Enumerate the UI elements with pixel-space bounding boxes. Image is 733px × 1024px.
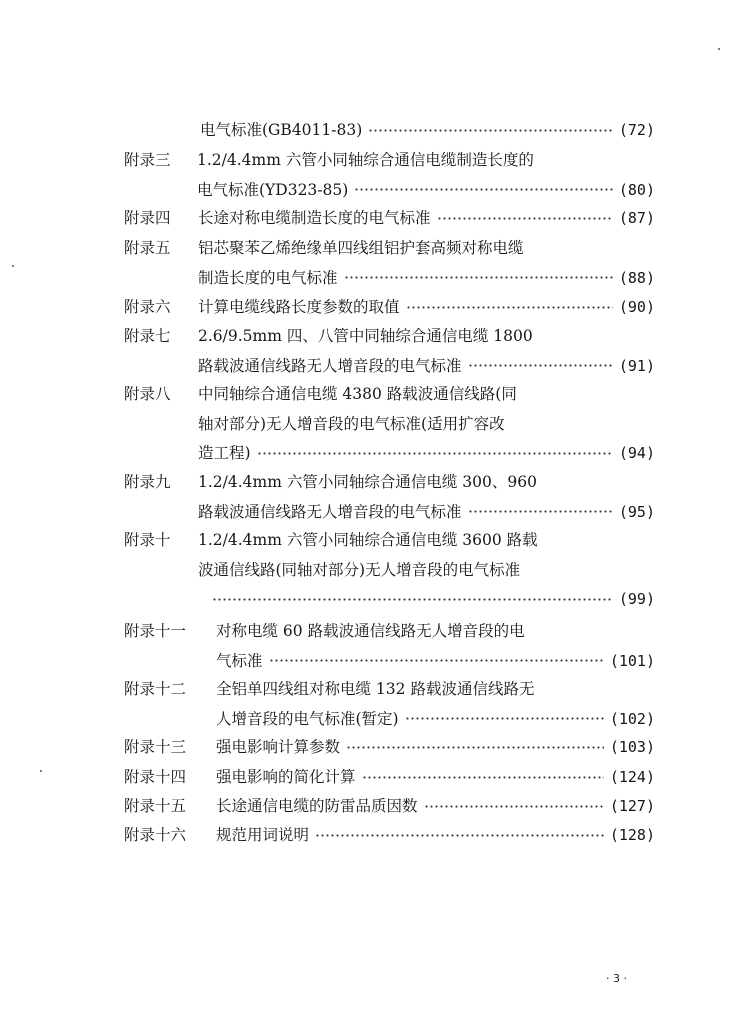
- toc-entry-title: 制造长度的电气标准: [198, 268, 338, 287]
- toc-entry-line: [198, 472, 537, 492]
- toc-entry-line: [200, 120, 655, 140]
- toc-entry-title: 波通信线路(同轴对部分)无人增音段的电气标准: [198, 560, 521, 579]
- scan-speck: [718, 48, 720, 50]
- toc-entry-title: 气标准: [216, 651, 263, 670]
- toc-entry-title: 强电影响的简化计算: [216, 768, 356, 786]
- toc-entry-page: (80): [618, 180, 655, 199]
- toc-entry-line: [216, 621, 525, 641]
- toc-entry-label: 附录十一: [124, 622, 187, 640]
- toc-entry-title: 对称电缆 60 路载波通信线路无人增音段的电: [216, 622, 525, 640]
- toc-entry-page: (124): [609, 768, 655, 786]
- toc-entry-label: 附录五: [124, 239, 171, 257]
- dot-leader: [468, 364, 613, 367]
- dot-leader: [212, 598, 613, 601]
- toc-entry-page: (103): [609, 738, 655, 756]
- toc-entry-line: [198, 443, 655, 463]
- page-number: · 3 ·: [606, 972, 627, 985]
- toc-entry-line: [198, 502, 655, 522]
- toc-entry-label: 附录九: [124, 473, 171, 491]
- scan-speck: [40, 770, 42, 772]
- toc-entry-title: 铝芯聚苯乙烯绝缘单四线组铝护套高频对称电缆: [198, 239, 524, 257]
- dot-leader: [468, 510, 613, 513]
- toc-entry-page: (90): [618, 298, 655, 316]
- toc-entry-label: 附录十三: [124, 738, 187, 756]
- toc-entry-label: 附录三: [124, 151, 171, 169]
- toc-entry-title: 1.2/4.4mm 六管小同轴综合通信电缆 3600 路载: [198, 531, 538, 549]
- toc-entry-line: [216, 679, 534, 699]
- dot-leader: [257, 452, 613, 455]
- toc-entry-title: 规范用词说明: [216, 826, 310, 844]
- toc-entry-title: 路载波通信线路无人增音段的电气标准: [198, 356, 462, 375]
- toc-entry-line: [198, 560, 520, 580]
- toc-entry-page: (72): [618, 121, 655, 139]
- dot-leader: [368, 129, 613, 132]
- toc-entry-line: [216, 651, 655, 671]
- toc-entry-line: [198, 414, 505, 434]
- toc-entry-page: (95): [618, 502, 655, 521]
- toc-entry-title: 1.2/4.4mm 六管小同轴综合通信电缆制造长度的: [197, 151, 534, 169]
- toc-entry-title: 全铝单四线组对称电缆 132 路载波通信线路无: [216, 680, 535, 698]
- toc-entry-label: 附录四: [124, 209, 171, 227]
- toc-entry-title: 长途对称电缆制造长度的电气标准: [198, 209, 431, 227]
- dot-leader: [424, 805, 604, 808]
- toc-entry-page: (87): [618, 209, 655, 227]
- toc-entry-title: 计算电缆线路长度参数的取值: [198, 298, 400, 316]
- scan-speck: [12, 265, 14, 267]
- toc-entry-page: (91): [618, 356, 655, 375]
- toc-entry-line: [197, 150, 534, 170]
- toc-entry-title: 长途通信电缆的防雷品质因数: [216, 797, 418, 815]
- toc-entry-title: 强电影响计算参数: [216, 738, 341, 756]
- dot-leader: [346, 746, 604, 749]
- dot-leader: [437, 217, 613, 220]
- toc-entry-title: 造工程): [198, 444, 251, 462]
- dot-leader: [406, 306, 613, 309]
- toc-entry-title: 1.2/4.4mm 六管小同轴综合通信电缆 300、960: [198, 473, 537, 491]
- toc-entry-line: [198, 208, 655, 228]
- toc-entry-page: (88): [618, 268, 655, 287]
- dot-leader: [362, 776, 604, 779]
- toc-entry-label: 附录八: [124, 385, 171, 403]
- toc-entry-title: 电气标准(YD323-85): [197, 180, 349, 199]
- toc-entry-line: [198, 530, 538, 550]
- toc-entry-label: 附录六: [124, 298, 171, 316]
- dot-leader: [315, 834, 604, 837]
- toc-entry-page: (101): [609, 651, 655, 670]
- toc-entry-line: [198, 268, 655, 288]
- toc-entry-line: [216, 825, 655, 845]
- toc-entry-label: 附录七: [124, 327, 171, 345]
- toc-entry-line: [198, 356, 655, 376]
- toc-entry-line: [197, 180, 655, 200]
- toc-entry-line: [206, 589, 655, 609]
- toc-entry-page: (99): [618, 590, 655, 608]
- toc-entry-label: 附录十二: [124, 680, 187, 698]
- dot-leader: [344, 276, 613, 279]
- toc-entry-title: 轴对部分)无人增音段的电气标准(适用扩容改: [198, 414, 505, 433]
- toc-entry-line: [198, 238, 524, 258]
- toc-entry-label: 附录十五: [124, 797, 187, 815]
- toc-entry-page: (94): [618, 444, 655, 462]
- toc-entry-title: 中同轴综合通信电缆 4380 路载波通信线路(同: [198, 385, 517, 403]
- toc-entry-line: [198, 384, 517, 404]
- toc-entry-line: [198, 326, 533, 346]
- toc-entry-title: 电气标准(GB4011-83): [200, 121, 363, 139]
- toc-entry-title: 人增音段的电气标准(暂定): [216, 709, 399, 728]
- toc-entry-title: 路载波通信线路无人增音段的电气标准: [198, 502, 462, 521]
- toc-entry-line: [216, 767, 655, 787]
- toc-entry-line: [216, 709, 655, 729]
- toc-entry-label: 附录十六: [124, 826, 187, 844]
- toc-entry-line: [198, 297, 655, 317]
- toc-entry-page: (127): [609, 797, 655, 815]
- toc-entry-label: 附录十: [124, 531, 171, 549]
- toc-entry-label: 附录十四: [124, 768, 187, 786]
- toc-entry-page: (128): [609, 826, 655, 844]
- toc-entry-line: [216, 796, 655, 816]
- dot-leader: [354, 188, 613, 191]
- dot-leader: [269, 659, 604, 662]
- toc-entry-page: (102): [609, 709, 655, 728]
- dot-leader: [405, 717, 604, 720]
- toc-entry-line: [216, 737, 655, 757]
- toc-entry-title: 2.6/9.5mm 四、八管中同轴综合通信电缆 1800: [198, 327, 533, 345]
